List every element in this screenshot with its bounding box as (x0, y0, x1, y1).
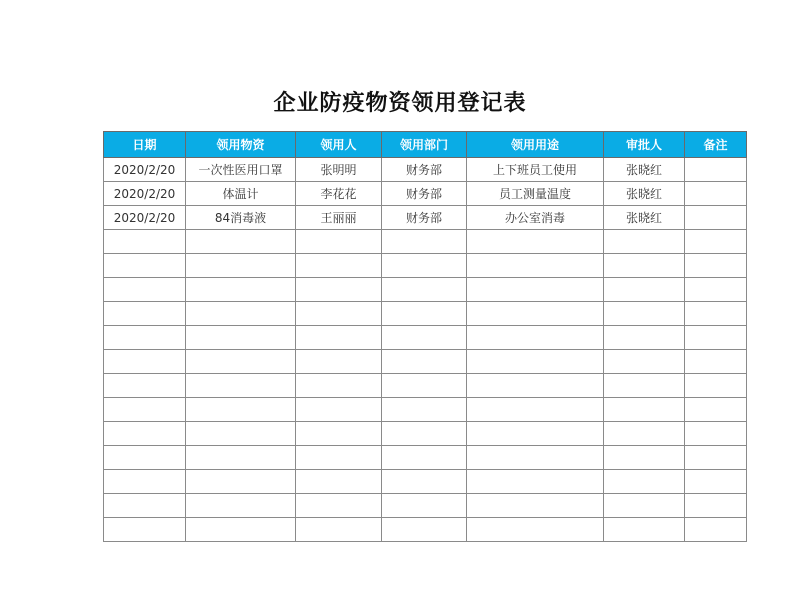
cell-recipient[interactable]: 张明明 (296, 158, 382, 182)
cell-recipient[interactable] (296, 422, 382, 446)
cell-date[interactable] (104, 518, 186, 542)
cell-remarks[interactable] (685, 374, 747, 398)
header-remarks[interactable]: 备注 (685, 132, 747, 158)
header-purpose[interactable]: 领用用途 (467, 132, 604, 158)
table-row (104, 518, 747, 542)
cell-remarks[interactable] (685, 326, 747, 350)
table-row (104, 470, 747, 494)
cell-department[interactable] (382, 398, 467, 422)
cell-approver[interactable] (604, 230, 685, 254)
cell-supply[interactable] (186, 278, 296, 302)
cell-supply[interactable] (186, 374, 296, 398)
table-row (104, 326, 747, 350)
cell-purpose[interactable] (467, 374, 604, 398)
cell-date[interactable] (104, 254, 186, 278)
cell-remarks[interactable] (685, 206, 747, 230)
header-department[interactable]: 领用部门 (382, 132, 467, 158)
cell-supply[interactable] (186, 518, 296, 542)
cell-remarks[interactable] (685, 518, 747, 542)
table-body (104, 158, 747, 542)
table-row (104, 446, 747, 470)
cell-supply[interactable]: 一次性医用口罩 (186, 158, 296, 182)
cell-supply[interactable] (186, 470, 296, 494)
cell-purpose[interactable] (467, 278, 604, 302)
cell-remarks[interactable] (685, 302, 747, 326)
cell-purpose[interactable] (467, 302, 604, 326)
cell-department[interactable] (382, 470, 467, 494)
cell-remarks[interactable] (685, 398, 747, 422)
cell-purpose[interactable] (467, 518, 604, 542)
cell-remarks[interactable] (685, 182, 747, 206)
cell-recipient[interactable] (296, 470, 382, 494)
cell-recipient[interactable] (296, 230, 382, 254)
cell-date[interactable]: 2020/2/20 (104, 182, 186, 206)
table-header-row (104, 132, 747, 158)
cell-recipient[interactable]: 王丽丽 (296, 206, 382, 230)
cell-purpose[interactable] (467, 254, 604, 278)
cell-supply[interactable] (186, 446, 296, 470)
cell-department[interactable] (382, 422, 467, 446)
cell-department[interactable] (382, 278, 467, 302)
cell-date[interactable] (104, 350, 186, 374)
cell-date[interactable] (104, 494, 186, 518)
cell-supply[interactable] (186, 398, 296, 422)
cell-department[interactable]: 财务部 (382, 182, 467, 206)
cell-approver[interactable] (604, 398, 685, 422)
register-table (103, 131, 747, 542)
cell-recipient[interactable]: 李花花 (296, 182, 382, 206)
table-row (104, 254, 747, 278)
cell-department[interactable] (382, 494, 467, 518)
cell-purpose[interactable]: 上下班员工使用 (467, 158, 604, 182)
table-row (104, 230, 747, 254)
cell-remarks[interactable] (685, 254, 747, 278)
cell-purpose[interactable]: 员工测量温度 (467, 182, 604, 206)
cell-approver[interactable] (604, 302, 685, 326)
table-row (104, 158, 747, 182)
cell-purpose[interactable] (467, 494, 604, 518)
page-title: 企业防疫物资领用登记表 (273, 91, 527, 116)
cell-approver[interactable]: 张晓红 (604, 182, 685, 206)
cell-approver[interactable] (604, 470, 685, 494)
cell-recipient[interactable] (296, 254, 382, 278)
cell-recipient[interactable] (296, 278, 382, 302)
cell-date[interactable] (104, 302, 186, 326)
cell-department[interactable] (382, 446, 467, 470)
header-date[interactable]: 日期 (104, 132, 186, 158)
cell-date[interactable]: 2020/2/20 (104, 158, 186, 182)
cell-supply[interactable] (186, 422, 296, 446)
cell-approver[interactable] (604, 350, 685, 374)
cell-remarks[interactable] (685, 446, 747, 470)
header-supply[interactable]: 领用物资 (186, 132, 296, 158)
cell-approver[interactable]: 张晓红 (604, 158, 685, 182)
cell-remarks[interactable] (685, 422, 747, 446)
cell-purpose[interactable] (467, 422, 604, 446)
cell-remarks[interactable] (685, 494, 747, 518)
cell-date[interactable] (104, 278, 186, 302)
cell-recipient[interactable] (296, 374, 382, 398)
cell-date[interactable] (104, 470, 186, 494)
cell-supply[interactable] (186, 302, 296, 326)
cell-date[interactable] (104, 422, 186, 446)
cell-recipient[interactable] (296, 326, 382, 350)
cell-department[interactable] (382, 302, 467, 326)
cell-supply[interactable] (186, 494, 296, 518)
cell-approver[interactable] (604, 326, 685, 350)
cell-approver[interactable]: 张晓红 (604, 206, 685, 230)
cell-department[interactable] (382, 230, 467, 254)
cell-supply[interactable] (186, 254, 296, 278)
cell-purpose[interactable] (467, 326, 604, 350)
cell-remarks[interactable] (685, 350, 747, 374)
table-row (104, 278, 747, 302)
cell-remarks[interactable] (685, 230, 747, 254)
cell-purpose[interactable] (467, 350, 604, 374)
cell-recipient[interactable] (296, 302, 382, 326)
cell-approver[interactable] (604, 494, 685, 518)
cell-purpose[interactable] (467, 470, 604, 494)
table-row (104, 350, 747, 374)
table-row (104, 302, 747, 326)
table-row (104, 422, 747, 446)
cell-recipient[interactable] (296, 398, 382, 422)
header-recipient[interactable]: 领用人 (296, 132, 382, 158)
cell-department[interactable] (382, 254, 467, 278)
cell-supply[interactable]: 体温计 (186, 182, 296, 206)
table-row (104, 182, 747, 206)
cell-department[interactable] (382, 350, 467, 374)
cell-approver[interactable] (604, 278, 685, 302)
table-row (104, 398, 747, 422)
cell-purpose[interactable] (467, 398, 604, 422)
cell-department[interactable] (382, 326, 467, 350)
cell-recipient[interactable] (296, 350, 382, 374)
cell-department[interactable]: 财务部 (382, 158, 467, 182)
cell-department[interactable] (382, 374, 467, 398)
cell-remarks[interactable] (685, 278, 747, 302)
cell-date[interactable] (104, 230, 186, 254)
cell-supply[interactable] (186, 326, 296, 350)
table-row (104, 494, 747, 518)
cell-supply[interactable] (186, 230, 296, 254)
cell-date[interactable] (104, 446, 186, 470)
cell-approver[interactable] (604, 518, 685, 542)
cell-date[interactable] (104, 398, 186, 422)
cell-department[interactable]: 财务部 (382, 206, 467, 230)
cell-purpose[interactable] (467, 230, 604, 254)
cell-purpose[interactable]: 办公室消毒 (467, 206, 604, 230)
cell-recipient[interactable] (296, 446, 382, 470)
cell-purpose[interactable] (467, 446, 604, 470)
cell-approver[interactable] (604, 374, 685, 398)
cell-remarks[interactable] (685, 470, 747, 494)
cell-date[interactable] (104, 326, 186, 350)
cell-approver[interactable] (604, 446, 685, 470)
header-approver[interactable]: 审批人 (604, 132, 685, 158)
cell-department[interactable] (382, 518, 467, 542)
cell-supply[interactable]: 84消毒液 (186, 206, 296, 230)
table-row (104, 374, 747, 398)
cell-date[interactable]: 2020/2/20 (104, 206, 186, 230)
cell-supply[interactable] (186, 350, 296, 374)
table-row (104, 206, 747, 230)
cell-approver[interactable] (604, 422, 685, 446)
cell-date[interactable] (104, 374, 186, 398)
cell-approver[interactable] (604, 254, 685, 278)
cell-recipient[interactable] (296, 494, 382, 518)
cell-remarks[interactable] (685, 158, 747, 182)
cell-recipient[interactable] (296, 518, 382, 542)
